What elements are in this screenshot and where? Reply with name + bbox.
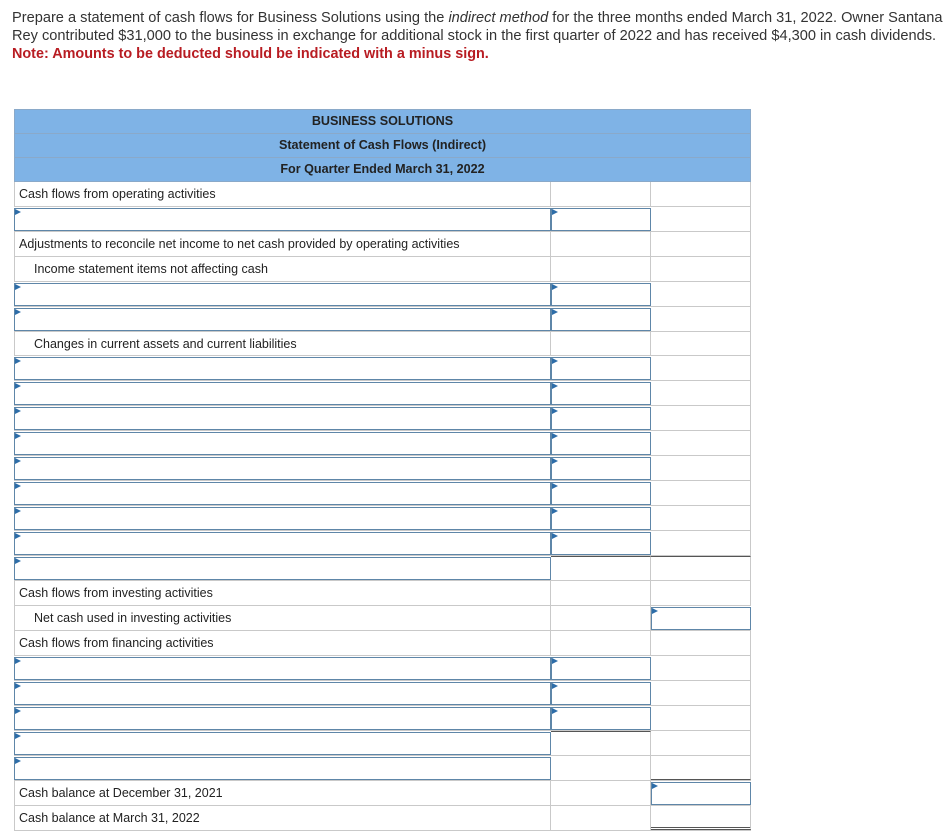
net-investing-row: [14, 606, 751, 631]
line-item-dropdown[interactable]: [14, 482, 551, 505]
line-item-dropdown[interactable]: [14, 357, 551, 380]
dropdown-marker-icon: [15, 483, 21, 489]
table-row: [14, 556, 751, 581]
amount-input[interactable]: [551, 308, 651, 331]
table-row: [14, 456, 751, 481]
adjustments-row: [14, 232, 751, 257]
noncash-row: [14, 257, 751, 282]
table-row: [14, 207, 751, 232]
dropdown-marker-icon: [15, 383, 21, 389]
amount-input[interactable]: [551, 507, 651, 530]
table-row: [14, 282, 751, 307]
end-cash-total: [651, 806, 751, 830]
amount-input[interactable]: [551, 532, 651, 555]
amount-input[interactable]: [551, 657, 651, 680]
begin-cash-label: Cash balance at December 31, 2021: [19, 786, 223, 800]
table-row: [14, 756, 751, 781]
dropdown-marker-icon: [552, 408, 558, 414]
prompt-text-em: indirect method: [448, 10, 549, 26]
amount-input[interactable]: [551, 407, 651, 430]
dropdown-marker-icon: [552, 309, 558, 315]
dropdown-marker-icon: [552, 708, 558, 714]
dropdown-marker-icon: [552, 284, 558, 290]
net-investing-label: Net cash used in investing activities: [34, 611, 232, 625]
line-item-dropdown[interactable]: [14, 457, 551, 480]
table-row: [14, 481, 751, 506]
amount-input[interactable]: [551, 682, 651, 705]
adjustments-label: Adjustments to reconcile net income to net cash provided by operating activities: [19, 237, 460, 251]
amount-input[interactable]: [551, 208, 651, 231]
table-row: [14, 431, 751, 456]
amount-input[interactable]: [551, 357, 651, 380]
dropdown-marker-icon: [552, 533, 558, 539]
line-item-dropdown[interactable]: [14, 657, 551, 680]
line-item-dropdown[interactable]: [14, 283, 551, 306]
dropdown-marker-icon: [552, 508, 558, 514]
prompt-text-a: Prepare a statement of cash flows for Business Solutions using the: [12, 10, 449, 26]
net-investing-input[interactable]: [651, 607, 751, 630]
table-row: [14, 307, 751, 332]
line-item-dropdown[interactable]: [14, 682, 551, 705]
investing-heading-row: [14, 581, 751, 606]
dropdown-marker-icon: [652, 783, 658, 789]
line-item-dropdown[interactable]: [14, 757, 551, 780]
line-item-dropdown[interactable]: [14, 308, 551, 331]
dropdown-marker-icon: [15, 433, 21, 439]
end-cash-label: Cash balance at March 31, 2022: [19, 811, 200, 825]
dropdown-marker-icon: [552, 483, 558, 489]
dropdown-marker-icon: [552, 383, 558, 389]
dropdown-marker-icon: [15, 209, 21, 215]
dropdown-marker-icon: [15, 683, 21, 689]
table-row: [14, 381, 751, 406]
table-row: [14, 356, 751, 381]
dropdown-marker-icon: [15, 658, 21, 664]
table-row: [14, 531, 751, 556]
line-item-dropdown[interactable]: [14, 432, 551, 455]
company-name: BUSINESS SOLUTIONS: [14, 109, 751, 134]
end-cash-row: [14, 806, 751, 831]
changes-row: [14, 332, 751, 356]
dropdown-marker-icon: [15, 458, 21, 464]
dropdown-marker-icon: [15, 733, 21, 739]
dropdown-marker-icon: [15, 533, 21, 539]
dropdown-marker-icon: [15, 758, 21, 764]
amount-input[interactable]: [551, 457, 651, 480]
question-prompt: [12, 9, 947, 63]
table-row: [14, 506, 751, 531]
line-item-dropdown[interactable]: [14, 382, 551, 405]
line-item-dropdown[interactable]: [14, 532, 551, 555]
table-row: [14, 656, 751, 681]
dropdown-marker-icon: [15, 358, 21, 364]
prompt-text-b: for the three months ended March 31, 2022. Owner Santana Rey contributed $31,000 to the business in exchange for additional stock in the first quarter of 2022 and has received $4,300 in cash dividends.: [12, 10, 943, 44]
line-item-dropdown[interactable]: [14, 407, 551, 430]
dropdown-marker-icon: [552, 433, 558, 439]
dropdown-marker-icon: [552, 658, 558, 664]
begin-cash-input[interactable]: [651, 782, 751, 805]
dropdown-marker-icon: [552, 458, 558, 464]
investing-heading: Cash flows from investing activities: [19, 586, 213, 600]
dropdown-marker-icon: [552, 358, 558, 364]
operating-heading: Cash flows from operating activities: [19, 187, 216, 201]
table-row: [14, 406, 751, 431]
dropdown-marker-icon: [552, 209, 558, 215]
cash-flow-worksheet: [14, 109, 751, 831]
dropdown-marker-icon: [652, 608, 658, 614]
operating-heading-row: [14, 182, 751, 207]
dropdown-marker-icon: [15, 284, 21, 290]
dropdown-marker-icon: [15, 708, 21, 714]
financing-heading-row: [14, 631, 751, 656]
changes-label: Changes in current assets and current liabilities: [34, 337, 297, 351]
line-item-dropdown[interactable]: [14, 732, 551, 755]
line-item-dropdown[interactable]: [14, 557, 551, 580]
table-row: [14, 681, 751, 706]
line-item-dropdown[interactable]: [14, 707, 551, 730]
table-row: [14, 706, 751, 731]
financing-heading: Cash flows from financing activities: [19, 636, 214, 650]
statement-period: For Quarter Ended March 31, 2022: [14, 158, 751, 182]
dropdown-marker-icon: [552, 683, 558, 689]
table-row: [14, 731, 751, 756]
noncash-label: Income statement items not affecting cash: [34, 262, 268, 276]
amount-input[interactable]: [551, 707, 651, 730]
begin-cash-row: [14, 781, 751, 806]
dropdown-marker-icon: [15, 508, 21, 514]
dropdown-marker-icon: [15, 309, 21, 315]
amount-input[interactable]: [551, 283, 651, 306]
line-item-dropdown[interactable]: [14, 208, 551, 231]
amount-input[interactable]: [551, 482, 651, 505]
dropdown-marker-icon: [15, 408, 21, 414]
prompt-note: Note: Amounts to be deducted should be indicated with a minus sign.: [12, 46, 489, 62]
line-item-dropdown[interactable]: [14, 507, 551, 530]
amount-input[interactable]: [551, 382, 651, 405]
statement-title: Statement of Cash Flows (Indirect): [14, 134, 751, 158]
dropdown-marker-icon: [15, 558, 21, 564]
amount-input[interactable]: [551, 432, 651, 455]
